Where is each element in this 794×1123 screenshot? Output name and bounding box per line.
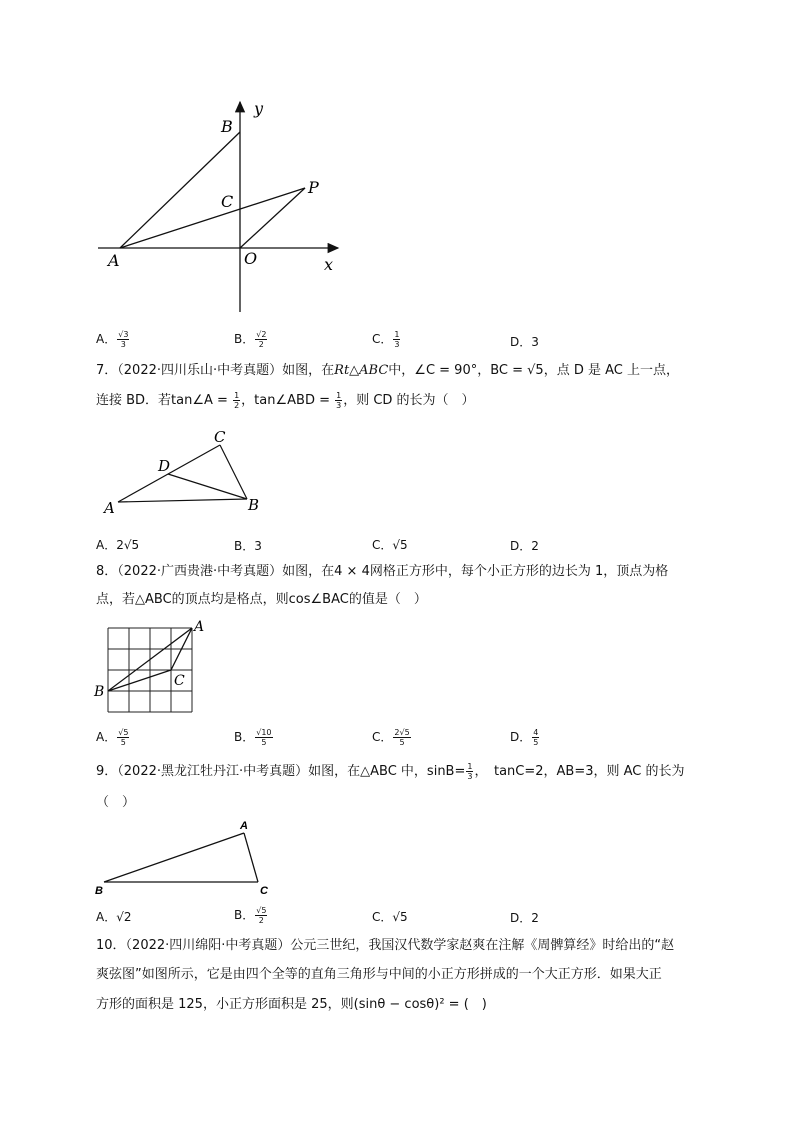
option-letter: C． bbox=[372, 332, 393, 346]
q7-line-2 bbox=[96, 391, 475, 411]
option-letter: A． bbox=[96, 910, 117, 924]
q6-option-a[interactable] bbox=[96, 330, 130, 349]
q10-line-1 bbox=[96, 936, 674, 956]
q10-source: （2022·四川绵阳·中考真题） bbox=[125, 938, 291, 953]
q7-option-a[interactable] bbox=[96, 536, 139, 553]
q8-option-b[interactable] bbox=[234, 728, 274, 747]
option-letter: A． bbox=[96, 730, 117, 744]
q7-text: 如图，在 bbox=[282, 363, 335, 378]
option-letter: C． bbox=[372, 730, 393, 744]
figure-q8-grid bbox=[92, 616, 212, 716]
q9-text: 如图，在△ABC 中，sinB= bbox=[308, 764, 466, 779]
segment-AP bbox=[120, 188, 305, 248]
option-letter: D． bbox=[510, 539, 532, 553]
label-D: D bbox=[158, 457, 171, 475]
option-letter: D． bbox=[510, 335, 532, 349]
q7-triangle: Rt△ABC bbox=[334, 363, 389, 378]
option-letter: D． bbox=[510, 911, 532, 925]
option-value: 3 bbox=[254, 539, 262, 553]
segment-AC bbox=[244, 833, 258, 882]
fraction: $\frac{√3}{3}$ bbox=[118, 330, 129, 349]
q7-source: （2022·四川乐山·中考真题） bbox=[117, 363, 283, 378]
option-value: √2 bbox=[116, 910, 132, 924]
q7-option-d[interactable] bbox=[510, 537, 539, 554]
q7-text-cont: 中，∠C = 90°，BC = √5，点 D 是 AC 上一点， bbox=[388, 363, 679, 378]
q9-option-a[interactable] bbox=[96, 908, 132, 925]
q8-line-2 bbox=[96, 590, 427, 610]
q9-text: （ ） bbox=[96, 795, 136, 810]
q6-option-d[interactable] bbox=[510, 333, 539, 350]
q9-option-c[interactable] bbox=[372, 908, 408, 925]
option-value: 2√5 bbox=[116, 538, 140, 552]
option-value: 2 bbox=[531, 911, 539, 925]
q6-option-b[interactable] bbox=[234, 330, 268, 349]
q9-option-b[interactable] bbox=[234, 906, 268, 925]
label-A: A bbox=[108, 251, 120, 270]
q7-text: ，则 CD 的长为（ ） bbox=[343, 393, 475, 408]
q10-text: 爽弦图”如图所示，它是由四个全等的直角三角形与中间的小正方形拼成的一个大正方形．如果大正 bbox=[96, 967, 662, 982]
q9-option-d[interactable] bbox=[510, 909, 539, 926]
fraction: $\frac{1}{3}$ bbox=[467, 762, 473, 781]
q9-line-2 bbox=[96, 793, 135, 813]
option-letter: C． bbox=[372, 910, 393, 924]
label-O: O bbox=[244, 249, 258, 268]
option-letter: B． bbox=[234, 730, 255, 744]
label-C: C bbox=[214, 428, 226, 446]
label-C: C bbox=[260, 885, 268, 897]
label-y: y bbox=[254, 99, 264, 118]
q7-text: 连接 BD．若tan∠A = bbox=[96, 393, 233, 408]
figure-q7-triangle bbox=[100, 425, 270, 520]
q8-option-a[interactable] bbox=[96, 728, 130, 747]
q9-text: ， tanC=2，AB=3，则 AC 的长为 bbox=[474, 764, 685, 779]
label-A: A bbox=[194, 619, 205, 635]
option-value: √5 bbox=[392, 538, 408, 552]
option-letter: B． bbox=[234, 908, 255, 922]
fraction: $\frac{√5}{2}$ bbox=[256, 906, 267, 925]
option-letter: A． bbox=[96, 538, 117, 552]
q7-text: ，tan∠ABD = bbox=[241, 393, 335, 408]
q7-number: 7． bbox=[96, 363, 118, 378]
q7-line-1 bbox=[96, 361, 679, 381]
label-A: A bbox=[104, 499, 115, 517]
segment-BC bbox=[108, 670, 171, 691]
option-value: √5 bbox=[392, 910, 408, 924]
q9-number: 9． bbox=[96, 764, 118, 779]
segment-OP bbox=[240, 188, 305, 248]
option-letter: B． bbox=[234, 332, 255, 346]
label-C: C bbox=[221, 192, 234, 211]
grid-lines bbox=[108, 628, 192, 712]
q8-option-c[interactable] bbox=[372, 728, 412, 747]
figure-q6-coordinate-diagram bbox=[90, 90, 360, 320]
q8-source: （2022·广西贵港·中考真题） bbox=[117, 564, 283, 579]
q8-text: 点，若△ABC的顶点均是格点，则cos∠BAC的值是（ ） bbox=[96, 592, 427, 607]
q10-number: 10． bbox=[96, 938, 126, 953]
q10-text: 公元三世纪，我国汉代数学家赵爽在注解《周髀算经》时给出的“赵 bbox=[290, 938, 675, 953]
fraction: $\frac{2√5}{5}$ bbox=[394, 728, 410, 747]
segment-AB bbox=[120, 132, 240, 248]
option-value: 2 bbox=[531, 539, 539, 553]
label-B: B bbox=[94, 684, 105, 700]
option-letter: B． bbox=[234, 539, 255, 553]
option-letter: D． bbox=[510, 730, 532, 744]
label-B: B bbox=[248, 496, 260, 514]
segment-BD bbox=[168, 474, 247, 499]
q7-option-c[interactable] bbox=[372, 536, 408, 553]
q7-option-b[interactable] bbox=[234, 537, 262, 554]
figure-q9-triangle bbox=[90, 812, 280, 900]
segment-BC bbox=[220, 445, 247, 499]
segment-BA bbox=[104, 833, 244, 882]
label-x: x bbox=[324, 255, 334, 274]
fraction: $\frac{1}{2}$ bbox=[234, 391, 240, 410]
label-A: A bbox=[240, 820, 248, 832]
fraction: $\frac{√5}{5}$ bbox=[118, 728, 129, 747]
fraction: $\frac{1}{3}$ bbox=[394, 330, 400, 349]
segment-AB bbox=[118, 499, 247, 502]
option-letter: C． bbox=[372, 538, 393, 552]
q6-option-c[interactable] bbox=[372, 330, 401, 349]
label-C: C bbox=[174, 673, 185, 689]
fraction: $\frac{4}{5}$ bbox=[533, 728, 539, 747]
option-letter: A． bbox=[96, 332, 117, 346]
q8-line-1 bbox=[96, 562, 668, 582]
q10-text: 方形的面积是 125，小正方形面积是 25，则(sinθ − cosθ)² = ( ) bbox=[96, 997, 487, 1012]
label-B: B bbox=[221, 117, 233, 136]
option-value: 3 bbox=[531, 335, 539, 349]
label-B: B bbox=[95, 885, 103, 897]
q10-line-2 bbox=[96, 965, 662, 985]
label-P: P bbox=[308, 178, 319, 197]
q8-text: 如图，在4 × 4网格正方形中，每个小正方形的边长为 1，顶点为格 bbox=[282, 564, 669, 579]
q9-source: （2022·黑龙江牡丹江·中考真题） bbox=[117, 764, 309, 779]
fraction: $\frac{√10}{5}$ bbox=[256, 728, 272, 747]
fraction: $\frac{√2}{2}$ bbox=[256, 330, 267, 349]
fraction: $\frac{1}{3}$ bbox=[336, 391, 342, 410]
q10-line-3 bbox=[96, 995, 487, 1015]
q9-line-1 bbox=[96, 762, 685, 782]
q8-number: 8． bbox=[96, 564, 118, 579]
q8-option-d[interactable] bbox=[510, 728, 540, 747]
